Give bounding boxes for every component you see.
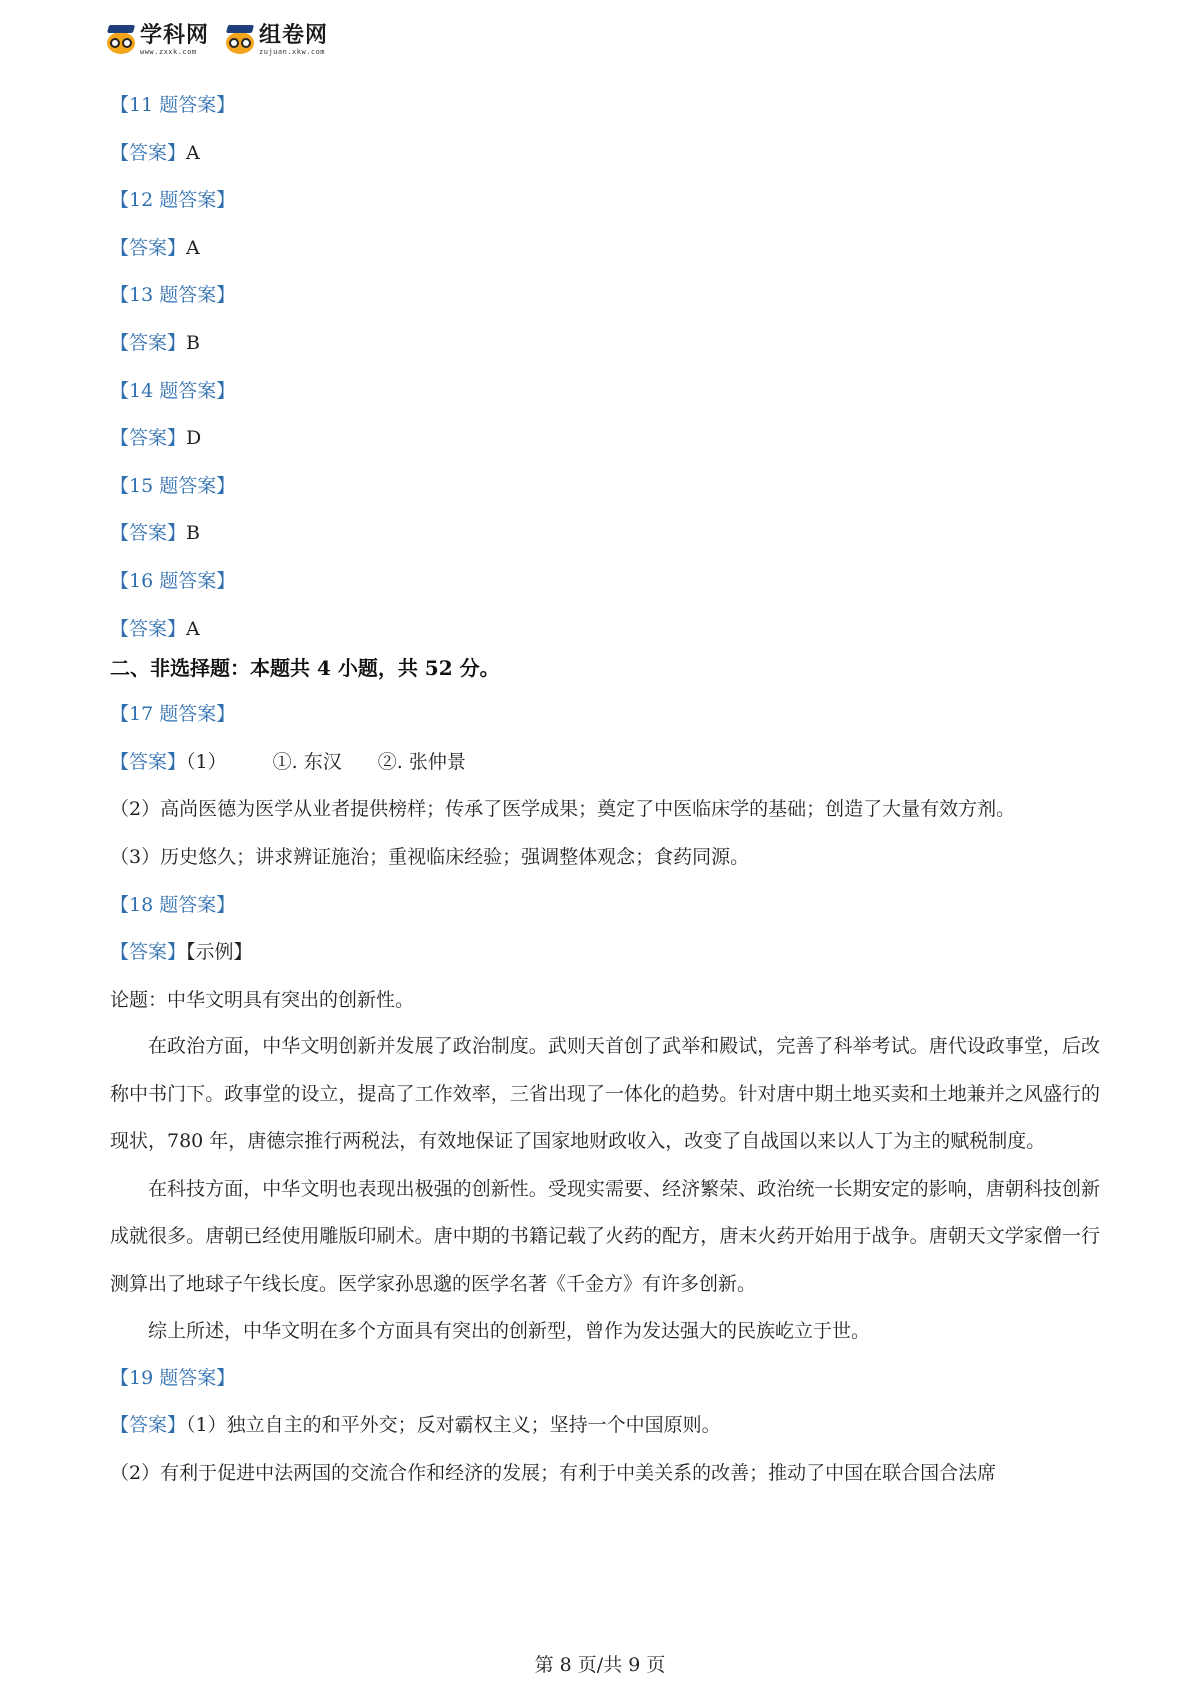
- owl-mascot-icon: [225, 25, 255, 55]
- question-title: 【19 题答案】: [110, 1366, 236, 1389]
- question-title: 【11 题答案】: [110, 94, 236, 116]
- essay-paragraph: 在政治方面，中华文明创新并发展了政治制度。武则天首创了武举和殿试，完善了科举考试。唐代设政事堂，后改称中书门下。政事堂的设立，提高了工作效率，三省出现了一体化的趋势。针对唐中期土地买卖和土地兼并之风盛行的现状，780 年，唐德宗推行两税法，有效地保证了国家地财政收入，改变了自战国以来以人丁为主的赋税制度。: [110, 1035, 1100, 1153]
- zxxk-logo[interactable]: [106, 22, 210, 56]
- brand-name: 学科网: [140, 22, 210, 48]
- question-title: 【14 题答案】: [110, 379, 236, 402]
- page-number: 第 8 页/共 9 页: [534, 1654, 666, 1676]
- question-title: 【15 题答案】: [110, 474, 236, 497]
- answer-line: 【答案】A: [110, 617, 200, 640]
- answer-line: 【答案】A: [110, 141, 200, 164]
- answer-text: （3）历史悠久；讲求辨证施治；重视临床经验；强调整体观念；食药同源。: [110, 845, 750, 868]
- question-title: 【17 题答案】: [110, 703, 236, 726]
- answer-text: （2）高尚医德为医学从业者提供榜样；传承了医学成果；奠定了中医临床学的基础；创造了大量有效方剂。: [110, 798, 1016, 821]
- answer-line: 【答案】（1） ①. 东汉 ②. 张仲景: [110, 750, 466, 773]
- brand-url: zujuan.xkw.com: [259, 47, 326, 56]
- answer-line: 【答案】A: [110, 236, 200, 259]
- header: [106, 18, 328, 62]
- brand-name: 组卷网: [259, 22, 329, 48]
- essay-paragraph: 在科技方面，中华文明也表现出极强的创新性。受现实需要、经济繁荣、政治统一长期安定的影响，唐朝科技创新成就很多。唐朝已经使用雕版印刷术。唐中期的书籍记载了火药的配方，唐末火药开始用于战争。唐朝天文学家僧一行测算出了地球子午线长度。医学家孙思邈的医学名著《千金方》有许多创新。: [110, 1177, 1100, 1295]
- question-title: 【12 题答案】: [110, 189, 236, 212]
- owl-mascot-icon: [106, 25, 136, 55]
- document-body: [110, 93, 1100, 1509]
- thesis-line: 论题：中华文明具有突出的创新性。: [110, 988, 415, 1011]
- section-title: 二、非选择题：本题共 4 小题，共 52 分。: [110, 656, 500, 681]
- answer-text: （2）有利于促进中法两国的交流合作和经济的发展；有利于中美关系的改善；推动了中国在联合国合法席: [110, 1461, 997, 1484]
- answer-line: 【答案】B: [110, 522, 201, 545]
- brand-url: www.zxxk.com: [140, 47, 197, 56]
- question-title: 【16 题答案】: [110, 569, 236, 592]
- essay-paragraph: 综上所述，中华文明在多个方面具有突出的创新型，曾作为发达强大的民族屹立于世。: [148, 1320, 871, 1343]
- question-title: 【18 题答案】: [110, 893, 236, 916]
- answer-line: 【答案】D: [110, 427, 202, 450]
- question-title: 【13 题答案】: [110, 284, 236, 307]
- answer-line: 【答案】（1）独立自主的和平外交；反对霸权主义；坚持一个中国原则。: [110, 1414, 721, 1437]
- zujuan-logo[interactable]: [225, 22, 329, 56]
- answer-line: 【答案】B: [110, 331, 201, 354]
- answer-line: 【答案】【示例】: [110, 941, 253, 964]
